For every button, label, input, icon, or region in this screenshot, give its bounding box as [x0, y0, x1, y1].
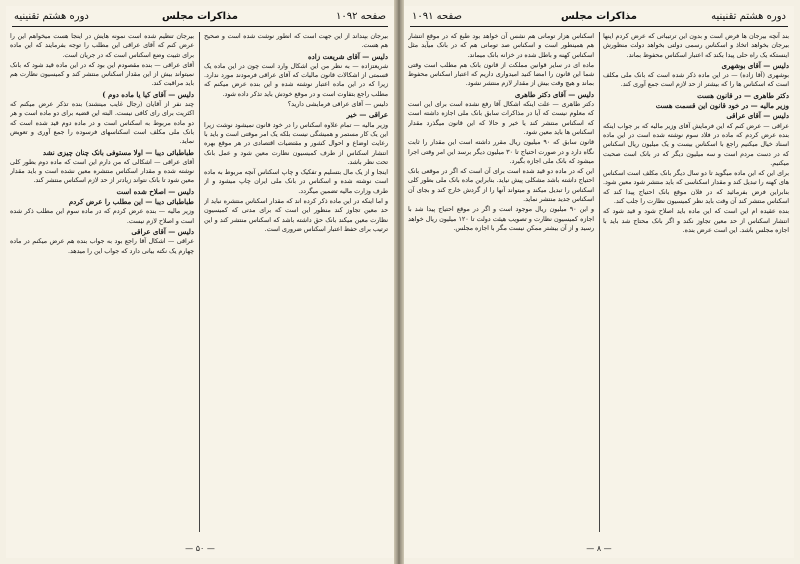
speaker-line: دلیس — آقای عراقی	[131, 226, 194, 236]
paragraph: برای این که این ماده میگوید تا دو سال دیگر بانک مکلف است اسکناس های کهنه را تبدیل کند و مقدار اسکناسی که باید منتشر شود معین شود. بنابراین فرض بفرمائید که در فلان موقع بانک احتیاج پیدا کند که اسکناس منتشر کند آن وقت باید نظر کمیسیون نظارت را جلب کند.	[603, 170, 789, 206]
right-page	[404, 6, 794, 558]
speaker-line: طباطبائی دیبا — این مطلب را عرض کردم	[68, 197, 194, 207]
right-page-header	[410, 10, 788, 27]
left-page-title: مذاکرات مجلس	[161, 11, 239, 22]
left-page-header	[12, 10, 388, 27]
paragraph: و اما اینکه در این ماده ذکر کرده اند که مقدار اسکناس منتشره نباید از حد معین تجاوز کند منظور این است که برای مدتی که کمیسیون نظارت معین میکند بانک حق داشته باشد که اسکناس منتشر کند و این ترتیب برای حفظ اعتبار اسکناس ضروری است.	[204, 198, 388, 233]
paragraph: آقای عراقی — اشکالی که من دارم این است که ماده دوم بطور کلی نوشته شده و مقدار اسکناس منتشره معین نشده است و باید مقدار معین شود تا بانک نتواند زیادتر از حد لازم اسکناس منتشر کند.	[10, 158, 194, 185]
right-page-session-label: دوره هشتم تقنینیه	[711, 11, 786, 22]
speaker-line: دلیس — آقای بوشهری	[721, 60, 789, 70]
paragraph: اینجا و از یک مال بتسلیم و تفکیک و چاپ اسکناس آنچه مربوط به ماده است نوشته شده و اسکناس در بانک ملی ایران چاپ میشود و از طرف وزارت مالیه تضمین میگردد.	[204, 169, 388, 195]
paragraph: قانون سابق که ۹۰ میلیون ریال مقرر داشته است این مقدار را ثابت نگاه دارد و در صورت احتیاج تا ۳۰ میلیون دیگر برسد این امر وقتی اجرا میشود که بانک ملی اجازه بگیرد.	[408, 139, 594, 165]
right-page-column-rule	[599, 32, 600, 532]
speaker-line: دلیس — آقای کیا یا ماده دوم )	[102, 89, 194, 99]
speaker-line: دکتر طاهری — در قانون هست	[697, 90, 789, 100]
speaker-line: دلیس — آقای شریعت زاده	[308, 51, 388, 61]
left-page-number-label: صفحه ۱۰۹۲	[335, 11, 386, 22]
paragraph: چند نفر از آقایان (رجال غایب مینشند) بنده تذکر عرض میکنم که اکثریت برای رای کافی نیست. البته این قضیه برای دو ماده است و هر دو ماده مربوط به اسکناس است و در ماده دوم قید شده است که بانک ملی مکلف است اسکناسهای فرسوده را جمع آوری و تعویض نماید.	[10, 101, 194, 146]
right-page-footer: — ۸ —	[586, 544, 612, 553]
paragraph: وزیر مالیه — بنده عرض کردم که در ماده سوم این مطلب ذکر شده است و اصلاح لازم نیست.	[10, 208, 194, 225]
left-page-right-column	[204, 32, 388, 532]
paragraph: بیرجان بپنداند از این جهت است که انطور نوشت شده است و صحیح هم هست.	[204, 33, 388, 50]
speaker-line: عراقی — خیر	[346, 110, 388, 120]
paragraph: بوشهری (آقا زاده) — در این ماده ذکر شده است که بانک ملی مکلف است که اسکناس ها را که بیشتر از حد لازم است جمع آوری کند.	[603, 72, 789, 89]
paragraph: عراقی — عرض کنم که این فرمایش آقای وزیر مالیه که بر جواب اینکه بنده عرض کردم که ماده در فلاد سوم نوشته شده است در این ماده اسناد خیال میکنیم راجع با اسکناس بیست و یک میلیون ریال اسکناس که در دست مردم است و سه میلیون دیگر که در بانک است صحبت میکنیم.	[603, 122, 789, 167]
book-gutter	[394, 0, 404, 564]
right-page-number-label: صفحه ۱۰۹۱	[412, 11, 463, 22]
paragraph: ماده ای در سایر قوانین مملکت از قانون بانک هم مطلب است وقتی شما این قانون را امضا کنید امیدواری داریم که اعتبار اسکناس محفوظ بماند و هیچ وقت بیش از مقدار لازم منتشر نشود.	[408, 61, 594, 88]
paragraph: دکتر طاهری — علت اینکه اشکال آقا رفع نشده است برای این است که معلوم نیست که آیا در مذاکرات سابق بانک ملی اجازه داشته است که اسکناس منتشر کند یا خیر و حالا که این قانون میگذرد مقدار اسکناس ها باید معین شود.	[408, 101, 594, 136]
speaker-line: دلیس — آقای دکتر طاهری	[514, 89, 594, 99]
speaker-line: وزیر مالیه — در خود قانون این قسمت هست	[655, 101, 789, 111]
paragraph: بیرجان تنظیم شده است نمونه هایش در اینجا هست میخواهم این را عرض کنم که آقای عراقی این مطلب را توجه بفرمایند که این ماده برای تثبیت وضع اسکناس است که در جریان است.	[10, 33, 194, 59]
paragraph: وزیر مالیه — تمام علاوه اسکناس را در خود قانون نمیشود نوشت زیرا این یک کار مستمر و همیشگی نیست بلکه یک امر موقتی است و باید با رعایت اوضاع و احوال کشور و مقتضیات اقتصادی در هر موقع بهره انتشار اسکناس از طرف کمیسیون نظارت معین شود و عمل بانک تحت نظر باشد.	[204, 121, 388, 166]
right-page-right-column	[603, 32, 789, 532]
paragraph: عراقی — اشکال آقا راجع بود به جواب بنده هم عرض میکنم در ماده چهارم یک نکته بیانی دارد که جواب این را میدهد.	[10, 238, 194, 255]
left-page-column-rule	[199, 32, 200, 532]
paragraph: و این ۹۰ میلیون ریال موجود است و اگر در موقع احتیاج پیدا شد با اجازه کمیسیون نظارت و تصویب هیئت دولت تا ۱۲۰ میلیون ریال خواهد رسید و از آن بیشتر ممکن نیست مگر با اجازه مجلس.	[408, 206, 594, 232]
speaker-line: طباطبائی دیبا — اولا مستوفی بانک چنان چیزی نشد	[42, 147, 194, 157]
left-page	[6, 6, 394, 558]
paragraph: شریعتزاده — به نظر من این اشکال وارد است چون در این ماده یک قسمتی از اشکالات قانون مالیات که آقای عراقی فرمودند مورد ندارد. زیرا که در این ماده اعتبار نوشته شده و این بنده عرض میکنم که مطلب راجع بتفاوت است و در موقع خودش باید تذکر داده شود.	[204, 62, 388, 98]
left-page-footer: — ۵۰ —	[185, 544, 215, 553]
paragraph: اسکناس هزار تومانی هم نشس آن خواهد بود طبع که در موقع انتشار هم همینطور است و اسکناس صد تومانی هم که در بانک میآید مثل اسکناس کهنه و باطل شده در خزانه بانک میماند.	[408, 33, 594, 59]
left-page-session-label: دوره هشتم تقنینیه	[14, 11, 89, 22]
paragraph: این که در ماده دو قید شده است برای آن است که اگر در موقعی بانک احتیاج داشته باشد مشکلی پیش نیاید. بنابراین ماده بانک ملی بطور کلی اسکناس را تبدیل میکند و میتواند آنها را از گردش خارج کند و بجای آن اسکناس جدید منتشر نماید.	[408, 168, 594, 204]
right-page-left-column	[408, 32, 594, 532]
left-page-left-column	[10, 32, 194, 532]
speaker-line: دلیس — آقای عراقی	[726, 111, 789, 121]
paragraph: بند آنچه بیرجان ها فرض است و بدون این ترتیباتی که عرض کردم اینها بیرجان بخواهد اتخاذ و اسکناس رسمی دولتی بخواهد دولت منظورش اینستکه یک راه حلی پیدا بکند که اعتبار اسکناس محفوظ بماند.	[603, 33, 789, 59]
paragraph: دلیس — آقای عراقی فرمایشی دارید؟	[287, 101, 388, 109]
speaker-line: دلیس — اصلاح شده است	[116, 186, 194, 196]
paragraph: بنده عقیده ام این است که این ماده باید اصلاح شود و قید شود که انتشار اسکناس از حد معین تجاوز نکند و اگر بانک محتاج شد باید با اجازه مجلس باشد. این است عرض بنده.	[603, 208, 789, 234]
paragraph: آقای عراقی — بنده مقصودم این بود که در این ماده قید شود که بانک نمیتواند بیش از این مقدار اسکناس منتشر کند و کمیسیون نظارت هم باید مراقبت کند.	[10, 61, 194, 88]
right-page-title: مذاکرات مجلس	[560, 11, 638, 22]
